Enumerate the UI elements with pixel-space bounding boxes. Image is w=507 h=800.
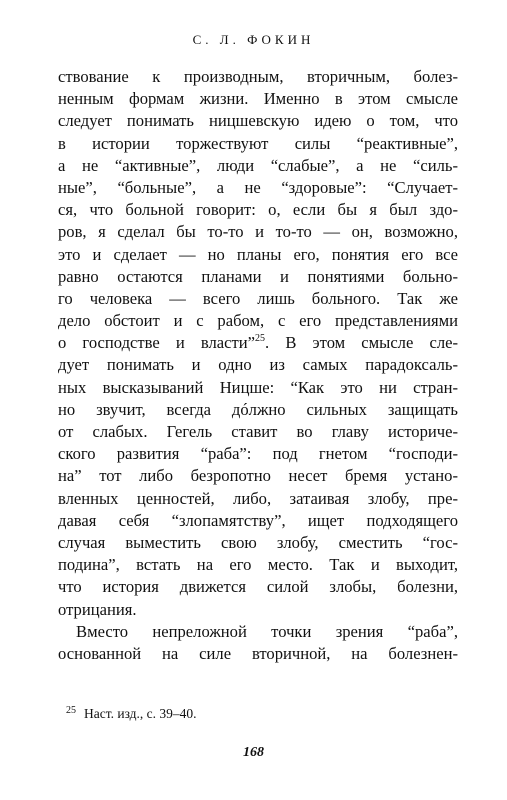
footnote-text: Наст. изд., с. 39–40. xyxy=(84,706,197,721)
text-line: ненным формам жизни. Именно в этом смысле xyxy=(58,89,458,109)
text-fragment: . В этом смысле сле- xyxy=(265,333,459,353)
text-line: отрицания. xyxy=(58,599,137,619)
text-line: ров, я сделал бы то-то и то-то — он, возможно, xyxy=(58,222,458,242)
text-line: ствование к производным, вторичным, болез- xyxy=(58,67,458,86)
text-line: от слабых. Гегель ставит во главу историче- xyxy=(58,422,458,441)
footnote-number: 25 xyxy=(66,705,76,716)
text-line: ных высказываний Ницше: “Как это ни стран- xyxy=(58,377,458,397)
footnote xyxy=(66,705,197,722)
text-fragment: о господстве и власти” xyxy=(58,333,256,353)
text-line: ные”, “больные”, а не “здоровые”: “Случает- xyxy=(58,177,458,197)
text-line: равно остаются планами и понятиями больно- xyxy=(58,266,458,286)
page-number: 168 xyxy=(243,745,264,760)
footnote-ref: 25 xyxy=(255,333,266,345)
text-line: случая выместить свою злобу, сместить “гос- xyxy=(58,532,458,552)
text-line: подина”, встать на его место. Так и выходит, xyxy=(58,555,458,575)
text-line: следует понимать ницшевскую идею о том, что xyxy=(58,111,458,131)
text-line: а не “активные”, люди “слабые”, а не “силь- xyxy=(58,155,458,175)
text-line: но звучит, всегда дóлжно сильных защищать xyxy=(58,399,458,419)
text-line: го человека — всего лишь больного. Так же xyxy=(58,288,458,308)
running-head: С. Л. ФОКИН xyxy=(192,32,315,47)
text-line: давая себя “злопамятству”, ищет подходящего xyxy=(58,510,458,530)
text-line: вленных ценностей, либо, затаивая злобу, пре- xyxy=(58,488,458,508)
body-text xyxy=(58,66,458,665)
text-line: ся, что больной говорит: о, если бы я был здо- xyxy=(58,200,458,220)
text-line: ского развития “раба”: под гнетом “господи- xyxy=(58,444,458,464)
text-line: на” тот либо безропотно несет бремя устано- xyxy=(58,466,458,486)
text-line: дело обстоит и с рабом, с его представлениями xyxy=(58,311,458,331)
text-line: основанной на силе вторичной, на болезнен- xyxy=(58,643,458,663)
paragraph-start-line: Вместо непреложной точки зрения “раба”, xyxy=(76,621,458,641)
text-line: дует понимать и одно из самых парадоксаль- xyxy=(58,355,458,375)
text-line: что история движется силой злобы, болезни, xyxy=(58,577,458,597)
text-line: в истории торжествуют силы “реактивные”, xyxy=(58,133,458,153)
text-line-with-footnote-ref xyxy=(58,332,458,354)
text-line: это и сделает — но планы его, понятия его все xyxy=(58,244,458,264)
